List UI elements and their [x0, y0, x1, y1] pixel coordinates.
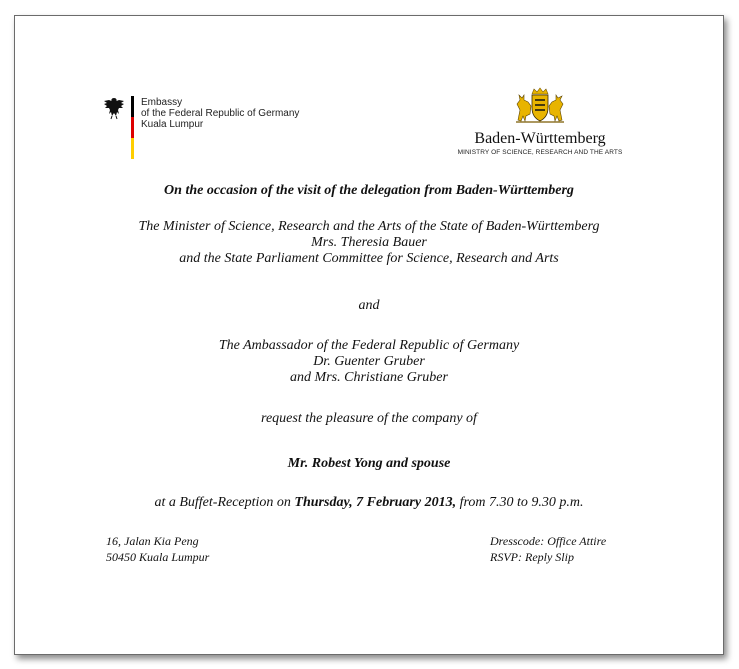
host2-spouse: and Mrs. Christiane Gruber [290, 370, 448, 385]
embassy-name [141, 96, 299, 130]
rsvp: RSVP: Reply Slip [490, 550, 574, 564]
host2-name: Dr. Guenter Gruber [313, 354, 425, 369]
host1-name: Mrs. Theresia Bauer [311, 235, 427, 250]
embassy-line-3: Kuala Lumpur [141, 119, 204, 130]
event-prefix: at a Buffet-Reception on [154, 495, 295, 510]
baden-wuerttemberg-crest-icon [510, 86, 570, 126]
request-line: request the pleasure of the company of [261, 411, 477, 426]
embassy-line-1: Embassy [141, 97, 183, 108]
event-line [15, 495, 723, 511]
address-block [106, 533, 209, 565]
invitation-card [14, 15, 724, 655]
flag-stripe-gold [131, 138, 134, 159]
german-flag-bar [131, 96, 134, 159]
flag-stripe-red [131, 117, 134, 138]
occasion-heading: On the occasion of the visit of the delegation from Baden-Württemberg [164, 183, 574, 198]
host2-title: The Ambassador of the Federal Republic of Germany [218, 338, 520, 353]
embassy-line-2: of the Federal Republic of Germany [141, 108, 300, 119]
event-time: from 7.30 to 9.30 p.m. [456, 495, 584, 510]
embassy-logo [103, 96, 299, 160]
address-street: 16, Jalan Kia Peng [106, 534, 199, 548]
federal-eagle-icon [103, 96, 125, 120]
details-block [490, 533, 606, 565]
ministry-logo-subtitle: MINISTRY OF SCIENCE, RESEARCH AND THE ARTS [457, 149, 623, 156]
guest-name: Mr. Robest Yong and spouse [287, 456, 451, 471]
host1-committee: and the State Parliament Committee for Science, Research and Arts [179, 251, 559, 266]
and-separator: and [358, 298, 380, 313]
event-date: Thursday, 7 February 2013, [294, 495, 457, 510]
address-city: 50450 Kuala Lumpur [106, 550, 210, 564]
host1-title: The Minister of Science, Research and the Arts of the State of Baden-Württemberg [138, 219, 600, 234]
dresscode: Dresscode: Office Attire [490, 534, 607, 548]
ministry-logo-name: Baden-Württemberg [474, 130, 606, 147]
flag-stripe-black [131, 96, 134, 117]
ministry-logo [440, 86, 640, 157]
